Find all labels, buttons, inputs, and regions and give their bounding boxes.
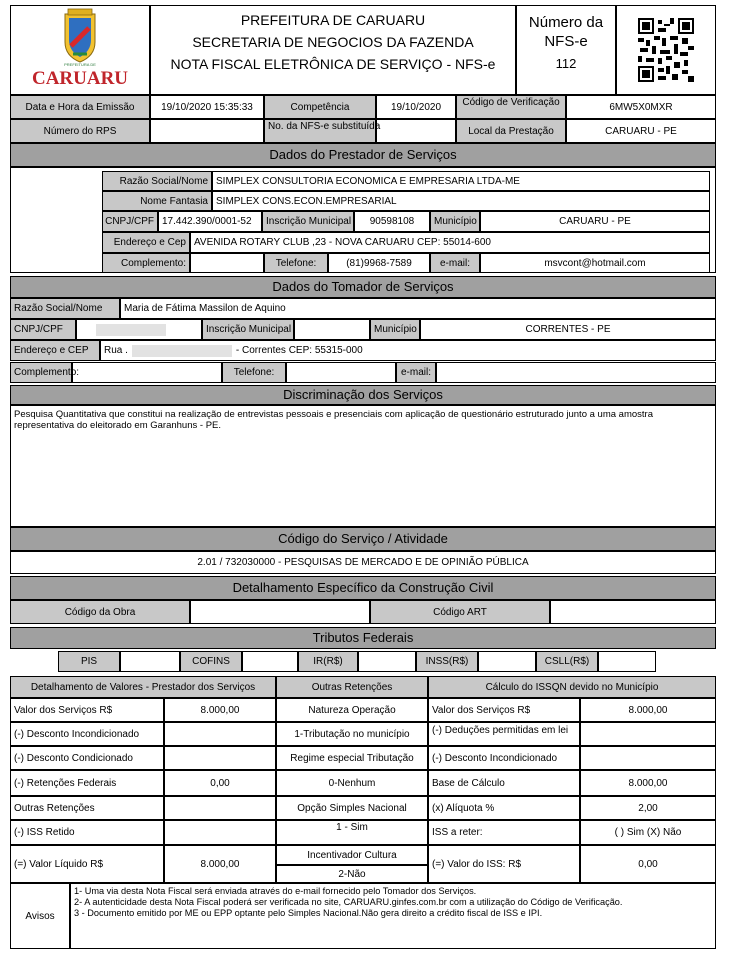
deducoes-value	[580, 722, 716, 746]
csll-label: CSLL(R$)	[536, 651, 598, 672]
valor-servicos-value: 8.000,00	[164, 698, 276, 722]
avisos-text	[70, 883, 716, 949]
aviso-line-2: 2- A autenticidade desta Nota Fiscal poderá ser verificada no site, CARUARU.ginfes.com.br com a utilização do Código de Verificação.	[74, 896, 623, 907]
competencia-label: Competência	[264, 95, 376, 119]
substituida-label: No. da NFS-e substituída	[264, 119, 376, 143]
tomador-endereco-prefix: Rua .	[104, 345, 128, 356]
verificacao-value: 6MW5X0MXR	[566, 95, 716, 119]
valores-header-prestador: Detalhamento de Valores - Prestador dos Serviços	[10, 676, 276, 698]
avisos-label: Avisos	[10, 883, 70, 949]
prestador-telefone-value: (81)9968-7589	[328, 253, 430, 273]
desc-incond-value	[164, 722, 276, 746]
liquido-label: (=) Valor Líquido R$	[10, 845, 164, 883]
tomador-im-label: Inscrição Municipal	[202, 319, 294, 340]
aliquota-label: (x) Alíquota %	[428, 796, 580, 820]
tomador-section-title: Dados do Tomador de Serviços	[10, 276, 716, 298]
prestador-im-value: 90598108	[354, 211, 430, 232]
cultura-value: 2-Não	[276, 865, 428, 883]
prestador-telefone-label: Telefone:	[264, 253, 328, 273]
tomador-email-value	[436, 362, 716, 383]
prestador-municipio-value: CARUARU - PE	[480, 211, 710, 232]
prestador-email-label: e-mail:	[430, 253, 480, 273]
emissao-value: 19/10/2020 15:35:33	[150, 95, 264, 119]
codigo-art-value	[550, 600, 716, 624]
prestador-section-title: Dados do Prestador de Serviços	[10, 143, 716, 167]
title-line-3: NOTA FISCAL ELETRÔNICA DE SERVIÇO - NFS-e	[170, 56, 496, 72]
prestador-fantasia-value: SIMPLEX CONS.ECON.EMPRESARIAL	[212, 191, 710, 211]
prestador-municipio-label: Município	[430, 211, 480, 232]
tomador-municipio-value: CORRENTES - PE	[420, 319, 716, 340]
logo-cell	[10, 5, 150, 95]
prestador-im-label: Inscrição Municipal	[262, 211, 354, 232]
ir-label: IR(R$)	[298, 651, 358, 672]
title-line-2: SECRETARIA DE NEGOCIOS DA FAZENDA	[192, 34, 474, 50]
codigo-art-label: Código ART	[370, 600, 550, 624]
reter-label: ISS a reter:	[428, 820, 580, 845]
tomador-cnpj-value	[76, 319, 202, 340]
outras-ret-label: Outras Retenções	[10, 796, 164, 820]
discriminacao-text: Pesquisa Quantitativa que constitui na realização de entrevistas pessoais e presenciais com aplicação de questionário estruturado junto a uma amostra representativa do eleitorado em Garanhuns - PE.	[10, 405, 716, 527]
iss-retido-value	[164, 820, 276, 845]
ret-fed-value: 0,00	[164, 770, 276, 796]
valor-iss-value: 0,00	[580, 845, 716, 883]
rps-value	[150, 119, 264, 143]
tomador-cnpj-label: CNPJ/CPF	[10, 319, 76, 340]
valores-header-issqn: Cálculo do ISSQN devido no Município	[428, 676, 716, 698]
inss-label: INSS(R$)	[416, 651, 478, 672]
prestador-complemento-value	[190, 253, 264, 273]
outras-ret-value	[164, 796, 276, 820]
ret-fed-label: (-) Retenções Federais	[10, 770, 164, 796]
title-line-1: PREFEITURA DE CARUARU	[240, 12, 426, 28]
tomador-telefone-value	[286, 362, 396, 383]
cofins-label: COFINS	[180, 651, 242, 672]
ir-value	[358, 651, 416, 672]
iss-valor-servicos-label: Valor dos Serviços R$	[428, 698, 580, 722]
discriminacao-section-title: Discriminação dos Serviços	[10, 385, 716, 405]
prestador-cnpj-value: 17.442.390/0001-52	[158, 211, 262, 232]
tomador-endereco-value	[100, 340, 716, 361]
valores-header-outras: Outras Retenções	[276, 676, 428, 698]
tomador-complemento-value	[72, 362, 222, 383]
logo-name: CARUARU	[31, 68, 129, 89]
regime-label: Regime especial Tributação	[276, 746, 428, 770]
aviso-line-3: 3 - Documento emitido por ME ou EPP optante pelo Simples Nacional.Não gera direito a crédito fiscal de ISS e IPI.	[74, 907, 543, 918]
tomador-endereco-label: Endereço e CEP	[10, 340, 100, 361]
iss-retido-label: (-) ISS Retido	[10, 820, 164, 845]
regime-value: 0-Nenhum	[276, 770, 428, 796]
nfse-number-label-1: Número da	[528, 14, 604, 31]
construcao-section-title: Detalhamento Específico da Construção Civil	[10, 576, 716, 600]
nfse-number-label-2: NFS-e	[544, 33, 588, 50]
rps-label: Número do RPS	[10, 119, 150, 143]
prestador-razao-value: SIMPLEX CONSULTORIA ECONOMICA E EMPRESARIA LTDA-ME	[212, 171, 710, 191]
local-label: Local da Prestação	[456, 119, 566, 143]
logo-subtext: PREFEITURA DE	[64, 62, 96, 67]
redacted-block	[132, 345, 232, 357]
csll-value	[598, 651, 656, 672]
tomador-endereco-suffix: - Correntes CEP: 55315-000	[235, 345, 363, 356]
aliquota-value: 2,00	[580, 796, 716, 820]
prestador-cnpj-label: CNPJ/CPF	[102, 211, 158, 232]
redacted-block	[96, 324, 166, 336]
local-value: CARUARU - PE	[566, 119, 716, 143]
qr-cell	[616, 5, 716, 95]
competencia-value: 19/10/2020	[376, 95, 456, 119]
base-value: 8.000,00	[580, 770, 716, 796]
tomador-im-value	[294, 319, 370, 340]
verificacao-label: Código de Verificação	[456, 95, 566, 119]
nfse-number: 112	[555, 56, 577, 71]
deducoes-label: (-) Deduções permitidas em lei	[428, 722, 580, 746]
reter-value: ( ) Sim (X) Não	[580, 820, 716, 845]
valor-servicos-label: Valor dos Serviços R$	[10, 698, 164, 722]
natureza-label: Natureza Operação	[276, 698, 428, 722]
substituida-value	[376, 119, 456, 143]
desc-incond-label: (-) Desconto Incondicionado	[10, 722, 164, 746]
simples-value: 1 - Sim	[276, 820, 428, 845]
prestador-endereco-value: AVENIDA ROTARY CLUB ,23 - NOVA CARUARU CEP: 55014-600	[190, 232, 710, 253]
prestador-complemento-label: Complemento:	[102, 253, 190, 273]
codigo-obra-label: Código da Obra	[10, 600, 190, 624]
base-label: Base de Cálculo	[428, 770, 580, 796]
prestador-endereco-label: Endereço e Cep	[102, 232, 190, 253]
aviso-line-1: 1- Uma via desta Nota Fiscal será enviada através do e-mail fornecido pelo Tomador dos Serviços.	[74, 886, 477, 896]
prestador-fantasia-label: Nome Fantasia	[102, 191, 212, 211]
iss-desc-value	[580, 746, 716, 770]
cultura-label: Incentivador Cultura	[276, 845, 428, 865]
inss-value	[478, 651, 536, 672]
liquido-value: 8.000,00	[164, 845, 276, 883]
tomador-complemento-label: Complemento:	[10, 362, 72, 383]
tomador-razao-label: Razão Social/Nome	[10, 298, 120, 319]
pis-value	[120, 651, 180, 672]
tomador-email-label: e-mail:	[396, 362, 436, 383]
nfse-number-cell	[516, 5, 616, 95]
prestador-email-value: msvcont@hotmail.com	[480, 253, 710, 273]
prestador-razao-label: Razão Social/Nome	[102, 171, 212, 191]
tributos-section-title: Tributos Federais	[10, 627, 716, 649]
iss-valor-servicos-value: 8.000,00	[580, 698, 716, 722]
cofins-value	[242, 651, 298, 672]
iss-desc-label: (-) Desconto Incondicionado	[428, 746, 580, 770]
servico-section-title: Código do Serviço / Atividade	[10, 527, 716, 551]
natureza-value: 1-Tributação no município	[276, 722, 428, 746]
simples-label: Opção Simples Nacional	[276, 796, 428, 820]
servico-value: 2.01 / 732030000 - PESQUISAS DE MERCADO E DE OPINIÃO PÚBLICA	[10, 551, 716, 574]
title-cell	[150, 5, 516, 95]
qr-code-icon	[638, 18, 694, 82]
emissao-label: Data e Hora da Emissão	[10, 95, 150, 119]
desc-cond-value	[164, 746, 276, 770]
codigo-obra-value	[190, 600, 370, 624]
desc-cond-label: (-) Desconto Condicionado	[10, 746, 164, 770]
pis-label: PIS	[58, 651, 120, 672]
valor-iss-label: (=) Valor do ISS: R$	[428, 845, 580, 883]
tomador-telefone-label: Telefone:	[222, 362, 286, 383]
tomador-municipio-label: Município	[370, 319, 420, 340]
tomador-razao-value: Maria de Fátima Massilon de Aquino	[120, 298, 716, 319]
